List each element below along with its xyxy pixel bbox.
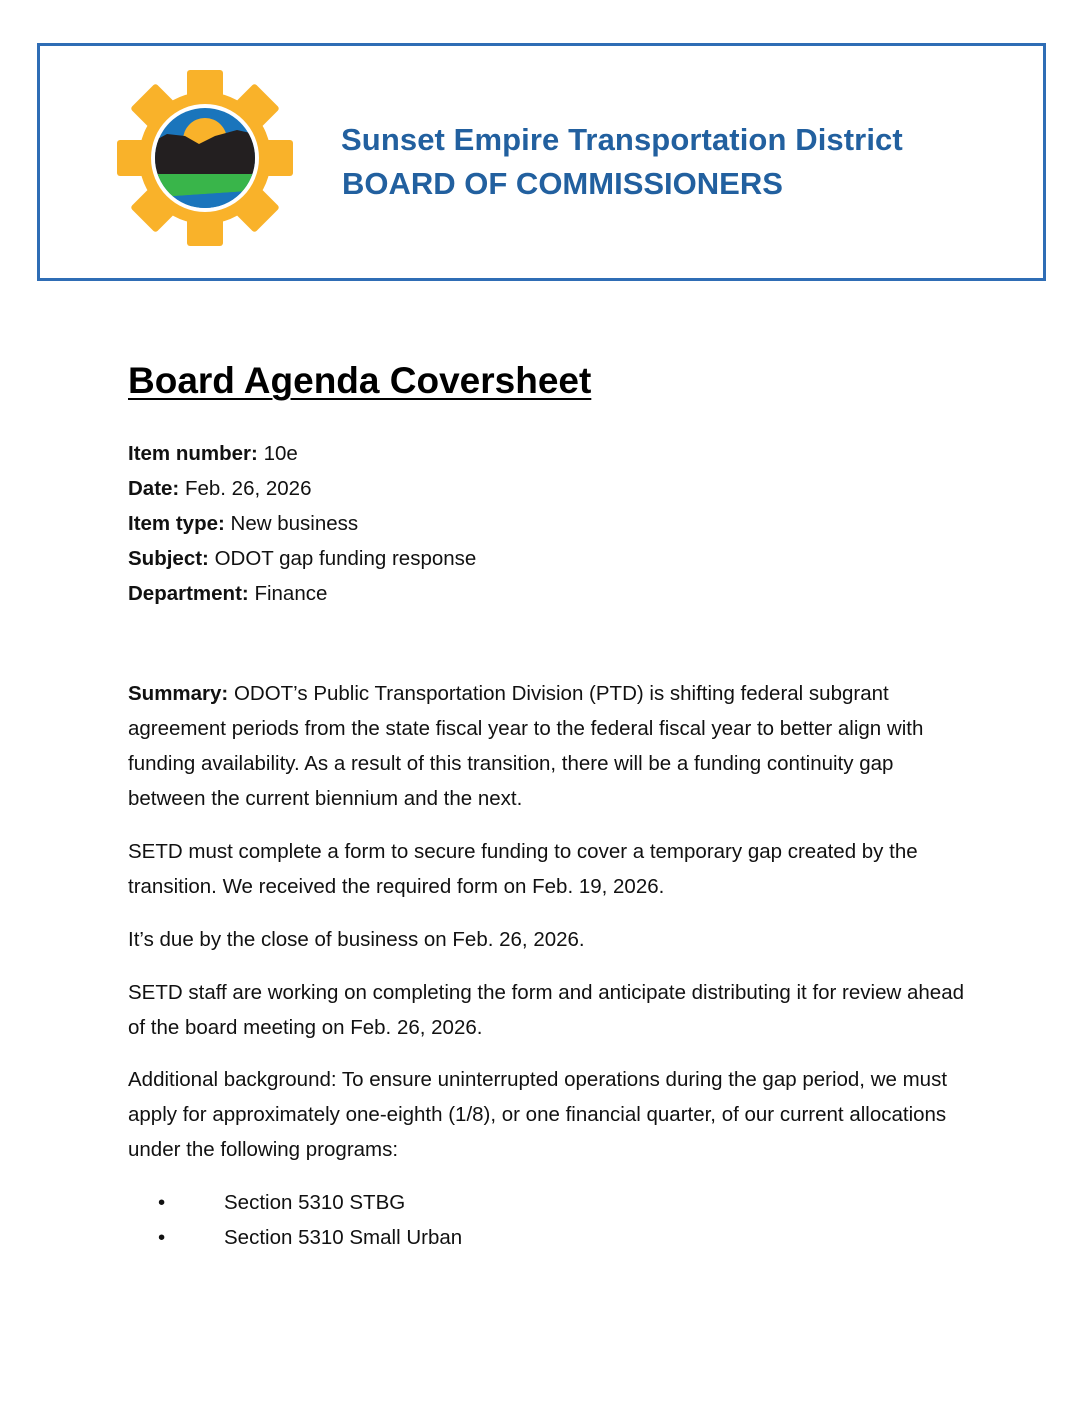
- meta-item-type: [128, 506, 476, 541]
- meta-value: Finance: [254, 582, 328, 605]
- meta-subject: [128, 541, 476, 576]
- organization-name: Sunset Empire Transportation District: [341, 122, 903, 157]
- meta-item-number: [128, 436, 476, 471]
- program-list: [128, 1185, 462, 1255]
- meta-value: Feb. 26, 2026: [184, 477, 312, 500]
- gear-sun-mountains-logo-icon: [115, 70, 295, 246]
- item-metadata: [128, 436, 476, 611]
- summary-paragraph: [128, 676, 968, 816]
- meta-label: Date:: [128, 477, 180, 500]
- meta-value: New business: [230, 512, 359, 535]
- meta-department: [128, 576, 476, 611]
- summary-text: ODOT’s Public Transportation Division (PTD) is shifting federal subgrant agreement periods from the state fiscal year to the federal fiscal year to better align with funding availability. As a result of this transition, there will be a funding continuity gap between the current biennium and the next.: [128, 682, 924, 810]
- list-item: [128, 1220, 462, 1255]
- meta-value: ODOT gap funding response: [214, 547, 477, 570]
- meta-label: Item type:: [128, 512, 225, 535]
- program-name: Section 5310 STBG: [224, 1191, 406, 1214]
- bullet-icon: •: [158, 1226, 166, 1249]
- meta-label: Subject:: [128, 547, 209, 570]
- staff-paragraph: SETD staff are working on completing the form and anticipate distributing it for review ahead of the board meeting on Feb. 26, 2026.: [128, 981, 964, 1039]
- board-name: BOARD OF COMMISSIONERS: [342, 166, 783, 201]
- meta-label: Item number:: [128, 442, 258, 465]
- meta-label: Department:: [128, 582, 249, 605]
- program-name: Section 5310 Small Urban: [224, 1226, 463, 1249]
- bullet-icon: •: [158, 1191, 166, 1214]
- summary-label: Summary:: [128, 682, 229, 705]
- meta-value: 10e: [263, 442, 298, 465]
- page-title: Board Agenda Coversheet: [128, 360, 592, 401]
- background-paragraph: Additional background: To ensure uninterrupted operations during the gap period, we must apply for approximately one-eighth (1/8), or one financial quarter, of our current allocations under the following programs:: [128, 1068, 948, 1161]
- meta-date: [128, 471, 476, 506]
- list-item: [128, 1185, 462, 1220]
- form-paragraph: SETD must complete a form to secure funding to cover a temporary gap created by the transition. We received the required form on Feb. 19, 2026.: [128, 840, 918, 898]
- due-date-paragraph: It’s due by the close of business on Feb. 26, 2026.: [128, 928, 585, 951]
